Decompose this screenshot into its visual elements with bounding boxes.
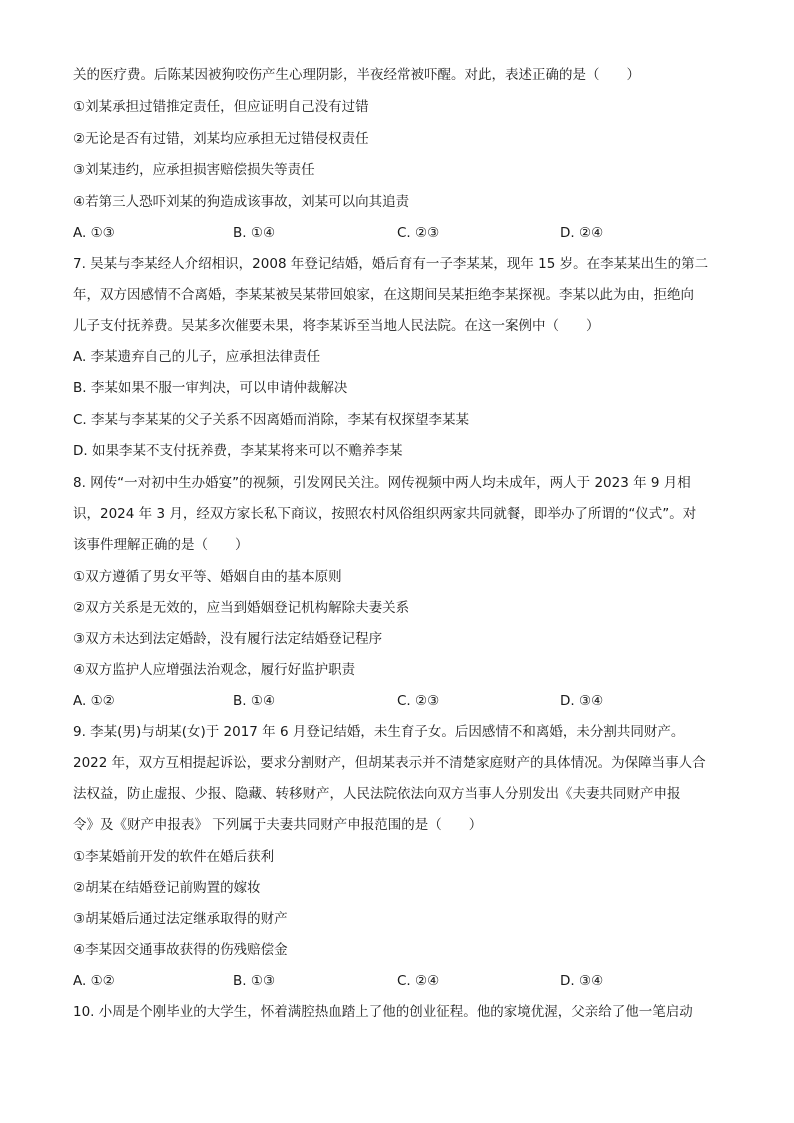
option-b: B. ①④ [233,693,276,709]
statement-3: ③胡某婚后通过法定继承取得的财产 [73,911,288,927]
question-9-stem: 令》及《财产申报表》 下列属于夫妻共同财产申报范围的是（ ） [73,817,483,833]
question-8-stem: 8. 网传“一对初中生办婚宴”的视频，引发网民关注。网传视频中两人均未成年，两人于 2023 年 9 月相 [73,475,691,491]
option-b: B. ①④ [233,225,276,241]
choice-c: C. 李某与李某某的父子关系不因离婚而消除，李某有权探望李某某 [73,412,470,428]
option-a: A. ①② [73,693,115,709]
question-7-stem: 7. 吴某与李某经人介绍相识，2008 年登记结婚，婚后育有一子李某某，现年 15 岁。在李某某出生的第二 [73,256,709,272]
option-a: A. ①② [73,973,115,989]
text-line: 关的医疗费。后陈某因被狗咬伤产生心理阴影，半夜经常被吓醒。对此，表述正确的是（ ） [73,67,640,83]
option-d: D. ③④ [560,693,604,709]
statement-4: ④李某因交通事故获得的伤残赔偿金 [73,942,288,958]
choice-d: D. 如果李某不支付抚养费，李某某将来可以不赡养李某 [73,443,403,459]
answer-options-q8 [73,691,723,711]
question-9-stem: 法权益，防止虚报、少报、隐藏、转移财产，人民法院依法向双方当事人分别发出《夫妻共同财产申报 [73,786,681,802]
answer-options-q9 [73,971,723,991]
option-c: C. ②③ [397,225,440,241]
option-b: B. ①③ [233,973,276,989]
statement-3: ③双方未达到法定婚龄，没有履行法定结婚登记程序 [73,631,383,647]
question-10-stem: 10. 小周是个刚毕业的大学生，怀着满腔热血踏上了他的创业征程。他的家境优渥，父亲给了他一笔启动 [73,1004,693,1020]
question-7-stem: 儿子支付抚养费。吴某多次催要未果，将李某诉至当地人民法院。在这一案例中（ ） [73,318,600,334]
question-8-stem: 识，2024 年 3 月，经双方家长私下商议，按照农村风俗组织两家共同就餐，即举办了所谓的“仪式”。对 [73,506,697,522]
statement-4: ④若第三人恐吓刘某的狗造成该事故，刘某可以向其追责 [73,194,410,210]
choice-b: B. 李某如果不服一审判决，可以申请仲裁解决 [73,380,348,396]
option-c: C. ②④ [397,973,440,989]
answer-options-q6 [73,223,723,243]
question-9-stem: 9. 李某(男)与胡某(女)于 2017 年 6 月登记结婚，未生育子女。后因感情不和离婚，未分割共同财产。 [73,724,685,740]
choice-a: A. 李某遗弃自己的儿子，应承担法律责任 [73,349,321,365]
option-d: D. ③④ [560,973,604,989]
statement-2: ②胡某在结婚登记前购置的嫁妆 [73,880,261,896]
question-8-stem: 该事件理解正确的是（ ） [73,537,249,553]
statement-4: ④双方监护人应增强法治观念，履行好监护职责 [73,662,356,678]
statement-1: ①刘某承担过错推定责任，但应证明自己没有过错 [73,99,369,115]
statement-1: ①李某婚前开发的软件在婚后获利 [73,849,275,865]
option-c: C. ②③ [397,693,440,709]
statement-1: ①双方遵循了男女平等、婚姻自由的基本原则 [73,569,342,585]
question-7-stem: 年，双方因感情不合离婚，李某某被吴某带回娘家，在这期间吴某拒绝李某探视。李某以此为由，拒绝向 [73,287,694,303]
statement-2: ②双方关系是无效的，应当到婚姻登记机构解除夫妻关系 [73,600,410,616]
option-d: D. ②④ [560,225,604,241]
statement-3: ③刘某违约，应承担损害赔偿损失等责任 [73,162,315,178]
question-9-stem: 2022 年，双方互相提起诉讼，要求分割财产，但胡某表示并不清楚家庭财产的具体情况。为保障当事人合 [73,755,706,771]
statement-2: ②无论是否有过错，刘某均应承担无过错侵权责任 [73,131,369,147]
option-a: A. ①③ [73,225,115,241]
